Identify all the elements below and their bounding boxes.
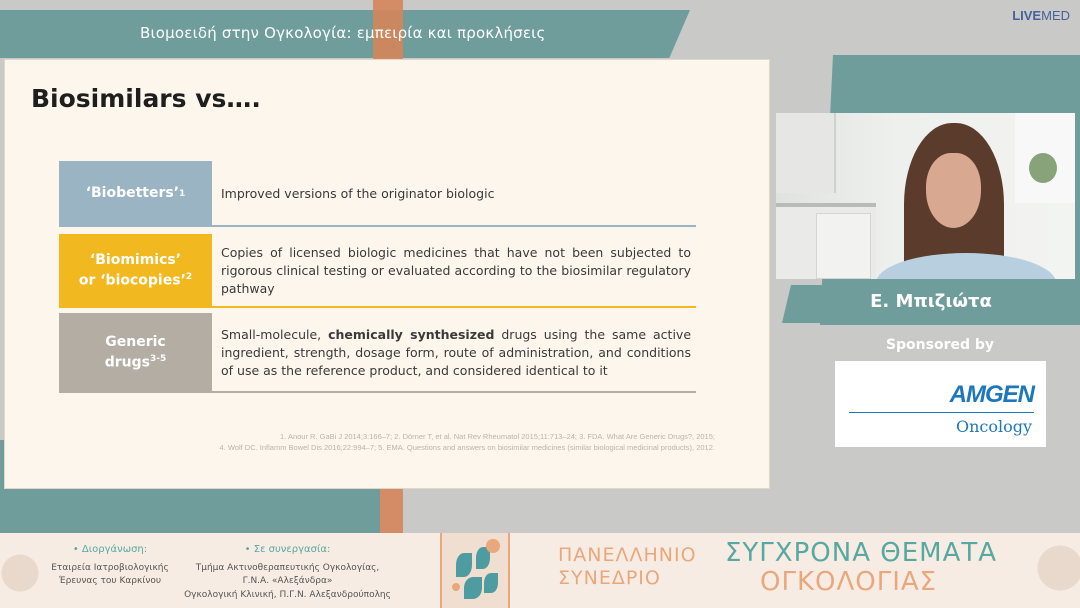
conference-logo-icon: [440, 533, 510, 608]
session-title: Βιομοειδή στην Ογκολογία: εμπειρία και προκλήσεις: [140, 24, 546, 42]
speaker-name: Ε. Μπιζιώτα: [870, 291, 992, 312]
row-label: ‘Biomimics’ or ‘biocopies’$^2$: [59, 234, 212, 308]
sponsor-division: Oncology: [955, 417, 1032, 436]
presentation-slide: [4, 59, 770, 489]
row-description: Small-molecule, chemically synthesized drugs using the same active ingredient, strength, dosage form, route of administration, and conditions of use as the reference product, and considered identical to it: [221, 326, 692, 379]
slide-title: Biosimilars vs….: [31, 84, 261, 113]
sponsored-label: Sponsored by: [885, 337, 995, 353]
row-label: Generic drugs$^{3-5}$: [59, 313, 212, 393]
row-divider: [212, 225, 696, 227]
speaker-video: [776, 113, 1075, 279]
comparison-row-biobetters: [59, 161, 696, 227]
row-divider: [212, 391, 696, 393]
conference-title-line1: ΣΥΓΧΡΟΝΑ ΘΕΜΑΤΑ: [725, 538, 998, 568]
row-label: ‘Biobetters’ 1: [59, 161, 212, 227]
sponsor-logo: [835, 361, 1046, 447]
amgen-wordmark: AMGEN: [949, 381, 1034, 408]
floral-decoration-icon: [1020, 533, 1080, 608]
comparison-row-biomimics: [59, 234, 696, 308]
conference-footer: [0, 533, 1080, 608]
slide-references: 1. Anour R. GaBi J 2014;3:166–7; 2. Dörner T, et al. Nat Rev Rheumatol 2015;11:713–24; 3. FDA. What Are Generic Drugs?, 2015; 4. Wolf DC. Inflamm Bowel Dis 2016;22:994–7; 5. EMA. Questions and answers on biosimilar medicines (similar biological medicinal products), 2012.: [219, 432, 715, 452]
row-description: Copies of licensed biologic medicines that have not been subjected to rigorous clinical testing or evaluated according to the biosimilar regulatory pathway: [221, 244, 691, 297]
conference-subtitle: ΠΑΝΕΛΛΗΝΙΟ ΣΥΝΕΔΡΙΟ: [558, 544, 697, 589]
livemed-logo: LIVEMED: [1012, 8, 1070, 23]
organizer-info: • Διοργάνωση: Εταιρεία Ιατροβιολογικής Έρευνας του Καρκίνου: [51, 544, 169, 587]
row-description: Improved versions of the originator biologic: [221, 185, 495, 201]
conference-title-line2: ΟΓΚΟΛΟΓΙΑΣ: [760, 567, 938, 597]
partner-info: • Σε συνεργασία: Τμήμα Ακτινοθεραπευτικής Ογκολογίας, Γ.Ν.Α. «Αλεξάνδρα» Ογκολογική Κλινική, Π.Γ.Ν. Αλεξανδρούπολης: [184, 544, 391, 601]
comparison-row-generics: [59, 313, 696, 393]
row-divider: [212, 306, 696, 308]
